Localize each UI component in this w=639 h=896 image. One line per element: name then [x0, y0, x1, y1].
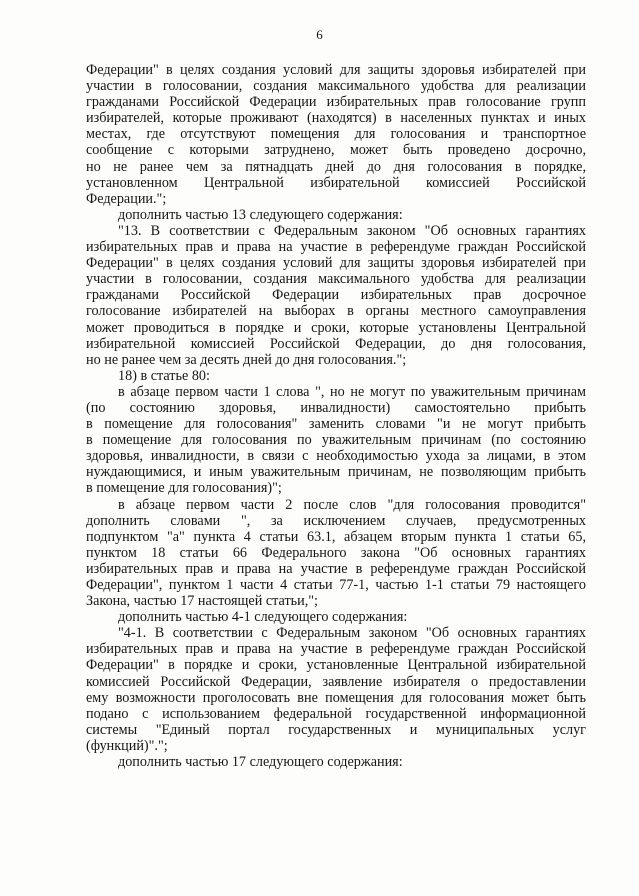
text-line: системы "Единый портал государственных и муниципальных услуг — [86, 721, 586, 738]
document-body — [86, 62, 586, 770]
text-line: избирательной комиссией Российской Федерации, до дня голосования, — [86, 335, 586, 352]
text-line: избирателей, которые проживают (находятся) в населенных пунктах и иных — [86, 110, 586, 127]
text-line: (функций)"."; — [86, 737, 168, 754]
text-line: Федерации" в порядке и сроки, установленные Центральной избирательной — [86, 657, 586, 674]
text-line: Федерации", пунктом 1 части 4 статьи 77-1, частью 1-1 статьи 79 настоящего — [86, 577, 586, 593]
text-line: гражданами Российской Федерации избирательных прав голосование групп — [86, 94, 586, 111]
text-line: избирательных прав и права на участие в референдуме граждан Российской — [86, 239, 586, 256]
text-line: участии в голосовании, создания максимального удобства для реализации — [86, 78, 586, 95]
text-line: здоровья, инвалидности, в связи с необходимостью ухода за лицами, в этом — [86, 448, 586, 465]
text-line: "13. В соответствии с Федеральным законом "Об основных гарантиях — [118, 222, 586, 239]
text-line: в абзаце первом части 1 слова ", но не могут по уважительным причинам — [118, 383, 586, 400]
text-line: но не ранее чем за десять дней до дня голосования."; — [86, 351, 407, 368]
text-line: в абзаце первом части 2 после слов "для голосования проводится" — [118, 496, 586, 513]
text-line: 18) в статье 80: — [118, 367, 210, 384]
text-line: дополнить частью 4-1 следующего содержания: — [118, 609, 408, 626]
text-line: ему возможности проголосовать вне помещения для голосования может быть — [86, 689, 586, 706]
text-line: может проводиться в порядке и сроки, которые установлены Центральной — [86, 319, 586, 336]
text-line: в помещение для голосования)"; — [86, 480, 282, 497]
text-line: избирательных прав и права на участие в референдуме граждан Российской — [86, 560, 586, 577]
text-line: нуждающимися, и иным уважительным причинам, не позволяющим прибыть — [86, 464, 586, 481]
text-line: гражданами Российской Федерации избирательных прав досрочное — [86, 287, 586, 304]
text-line: (по состоянию здоровья, инвалидности) самостоятельно прибыть — [86, 399, 586, 416]
text-line: дополнить частью 13 следующего содержания: — [118, 206, 403, 223]
text-line: Федерации" в целях создания условий для защиты здоровья избирателей при — [86, 62, 586, 78]
text-line: сообщение с которыми затруднено, может быть проведено досрочно, — [86, 142, 586, 159]
text-line: но не ранее чем за пятнадцать дней до дня голосования в порядке, — [86, 158, 586, 175]
text-line: в помещение для голосования" заменить словами "и не могут прибыть — [86, 416, 586, 433]
text-line: комиссией Российской Федерации, заявление избирателя о предоставлении — [86, 673, 586, 690]
text-line: Федерации."; — [86, 190, 167, 207]
text-line: местах, где отсутствуют помещения для голосования и транспортное — [86, 126, 586, 143]
text-line: в помещение для голосования по уважительным причинам (по состоянию — [86, 432, 586, 449]
text-line: подано с использованием федеральной государственной информационной — [86, 705, 586, 722]
page-number: 6 — [316, 27, 323, 42]
text-line: пунктом 18 статьи 66 Федерального закона "Об основных гарантиях — [86, 544, 586, 561]
text-line: участии в голосовании, создания максимального удобства для реализации — [86, 271, 586, 288]
text-line: голосование избирателей на выборах в органы местного самоуправления — [86, 303, 586, 320]
text-line: установленном Центральной избирательной комиссией Российской — [86, 174, 586, 191]
text-line: Федерации" в целях создания условий для защиты здоровья избирателей при — [86, 255, 586, 272]
text-line: дополнить словами ", за исключением случаев, предусмотренных — [86, 512, 586, 529]
text-line: "4-1. В соответствии с Федеральным законом "Об основных гарантиях — [118, 625, 586, 642]
text-line: Закона, частью 17 настоящей статьи,"; — [86, 593, 318, 610]
text-line: подпунктом "а" пункта 4 статьи 63.1, абзацем вторым пункта 1 статьи 65, — [86, 528, 586, 545]
text-line: дополнить частью 17 следующего содержания: — [118, 754, 403, 771]
text-line: избирательных прав и права на участие в референдуме граждан Российской — [86, 641, 586, 658]
